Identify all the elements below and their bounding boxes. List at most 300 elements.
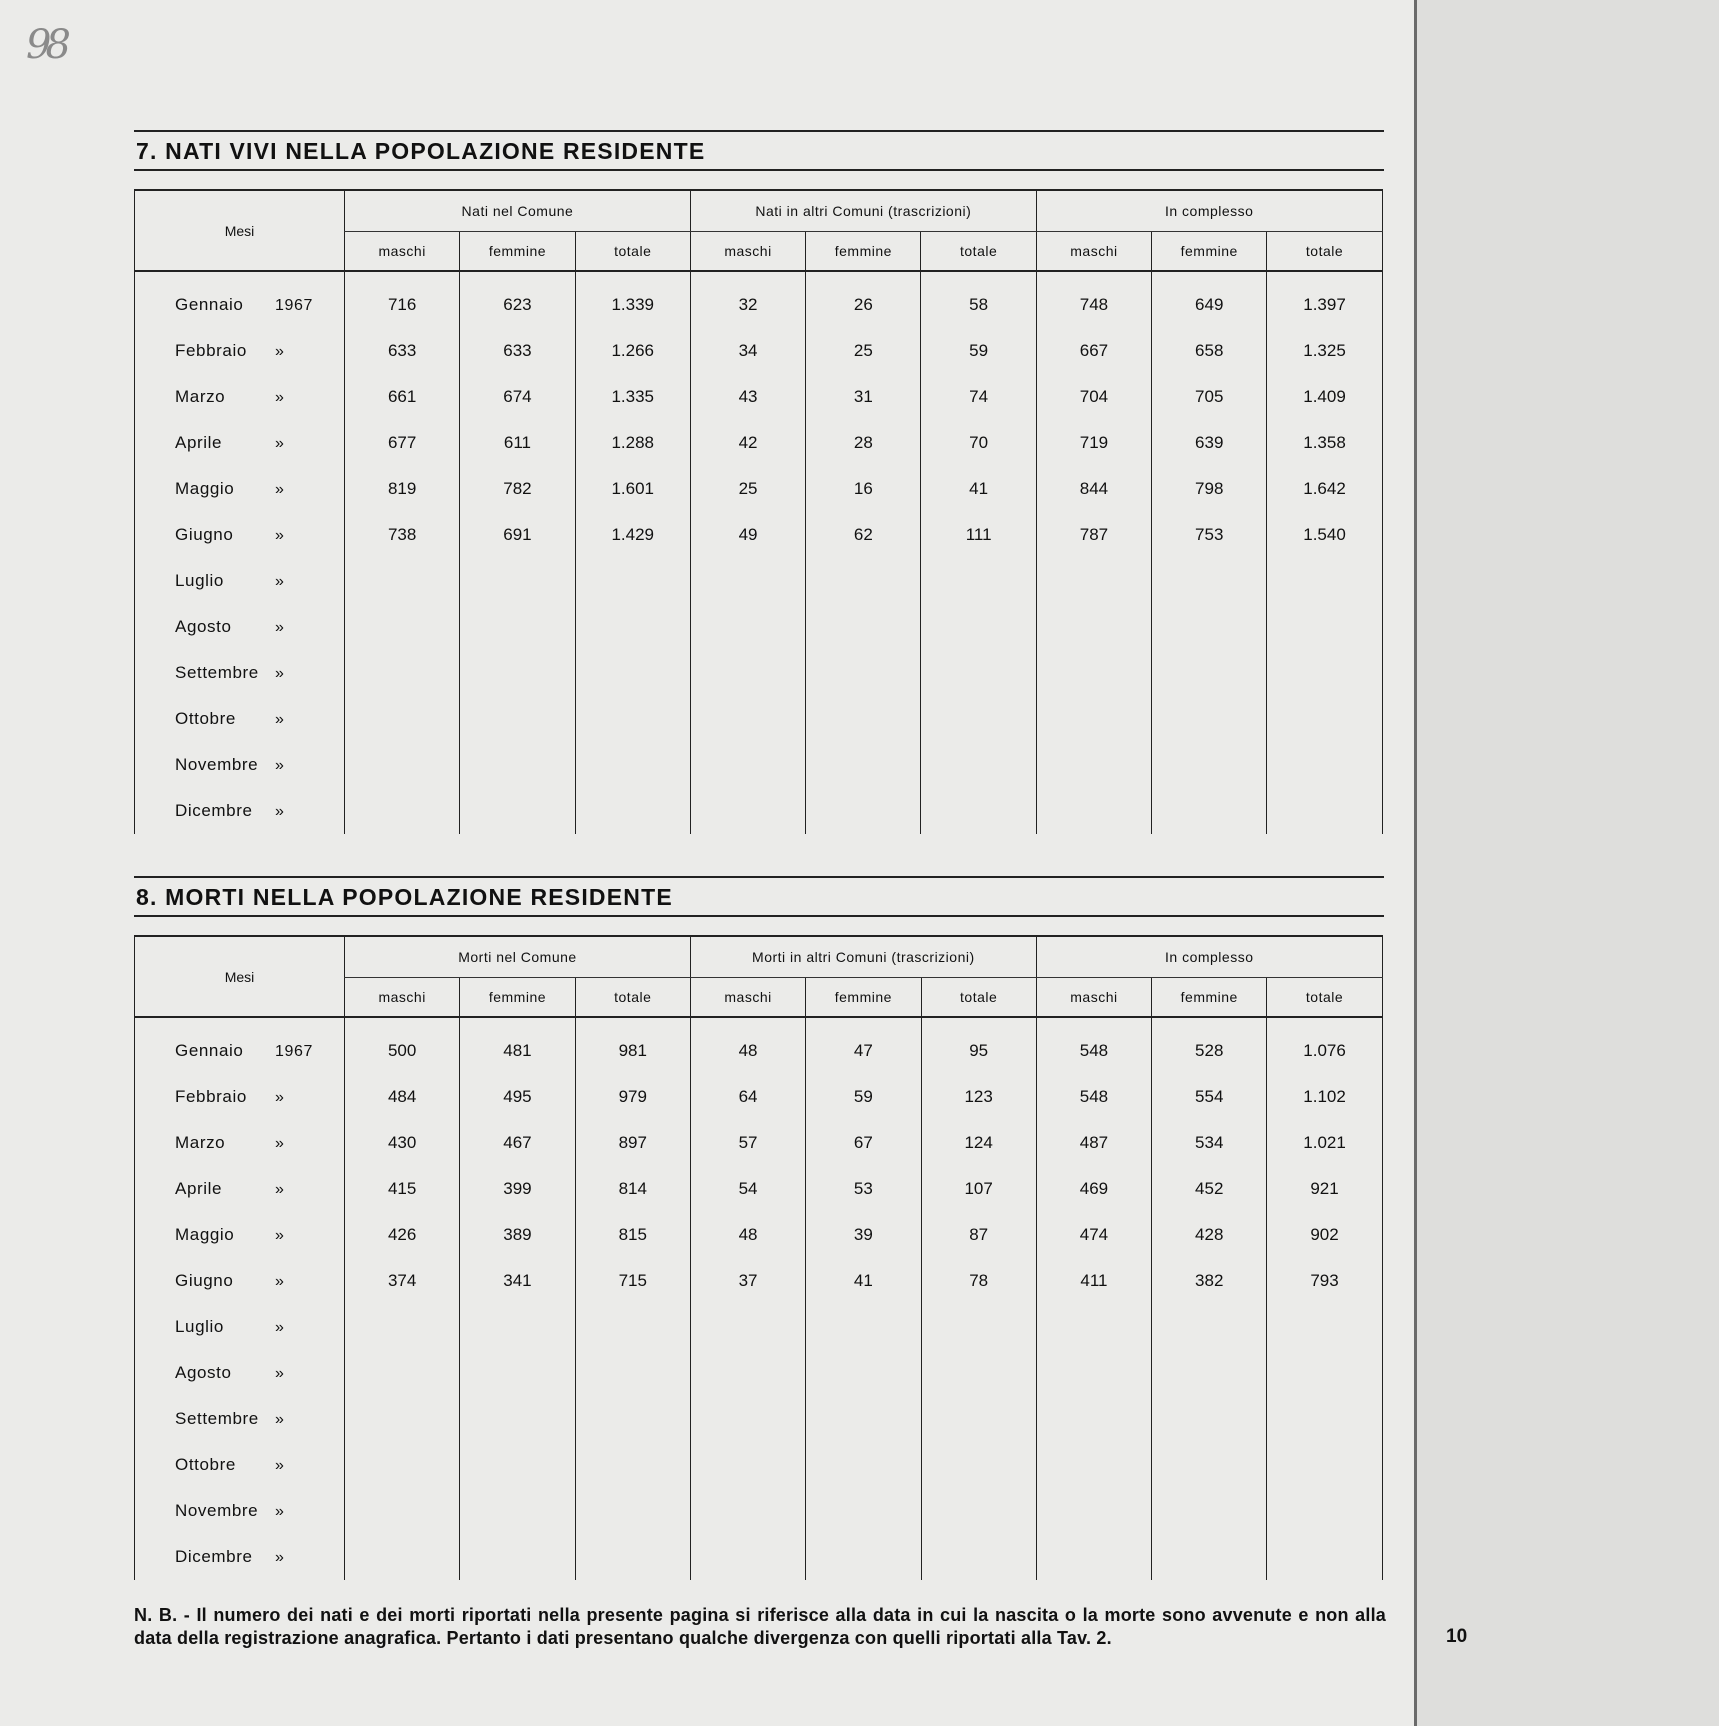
mesi-header: Mesi	[135, 190, 345, 271]
month-cell	[135, 1212, 345, 1258]
table-row	[135, 1166, 1383, 1212]
adjacent-page-strip	[1414, 0, 1719, 1726]
value-cell	[345, 1396, 460, 1442]
value-cell: 123	[921, 1074, 1036, 1120]
value-cell	[806, 1350, 921, 1396]
value-cell: 782	[460, 466, 575, 512]
table-row	[135, 1442, 1383, 1488]
month-name: Luglio	[175, 1317, 224, 1336]
value-cell	[460, 558, 575, 604]
month-name: Ottobre	[175, 709, 236, 728]
value-cell	[690, 1304, 805, 1350]
table-row	[135, 742, 1383, 788]
table-row	[135, 604, 1383, 650]
value-cell	[345, 1350, 460, 1396]
value-cell: 528	[1152, 1028, 1267, 1074]
value-cell	[690, 650, 805, 696]
value-cell: 495	[460, 1074, 575, 1120]
month-name: Febbraio	[175, 1087, 247, 1106]
value-cell	[345, 788, 460, 834]
value-cell: 1.397	[1267, 282, 1382, 328]
value-cell	[1267, 696, 1382, 742]
value-cell	[806, 558, 921, 604]
value-cell	[460, 788, 575, 834]
sub-header: femmine	[460, 978, 575, 1018]
value-cell: 667	[1036, 328, 1151, 374]
value-cell	[1036, 558, 1151, 604]
value-cell: 814	[575, 1166, 690, 1212]
value-cell	[806, 1488, 921, 1534]
table-row	[135, 1350, 1383, 1396]
table-row	[135, 558, 1383, 604]
value-cell: 658	[1152, 328, 1267, 374]
month-name: Dicembre	[175, 1547, 253, 1566]
value-cell: 53	[806, 1166, 921, 1212]
value-cell	[690, 558, 805, 604]
value-cell	[460, 1534, 575, 1580]
value-cell: 399	[460, 1166, 575, 1212]
sub-header: femmine	[460, 232, 575, 272]
value-cell	[575, 558, 690, 604]
value-cell	[1267, 1350, 1382, 1396]
table-row	[135, 788, 1383, 834]
month-name: Maggio	[175, 1225, 235, 1244]
births-table-body	[135, 271, 1383, 834]
month-cell	[135, 512, 345, 558]
table-row	[135, 374, 1383, 420]
value-cell	[575, 1350, 690, 1396]
value-cell: 389	[460, 1212, 575, 1258]
value-cell: 674	[460, 374, 575, 420]
value-cell: 981	[575, 1028, 690, 1074]
value-cell	[1267, 604, 1382, 650]
month-name: Novembre	[175, 1501, 259, 1520]
value-cell: 59	[806, 1074, 921, 1120]
value-cell: 979	[575, 1074, 690, 1120]
section-deaths	[134, 876, 1384, 1580]
value-cell: 1.601	[575, 466, 690, 512]
value-cell	[460, 1488, 575, 1534]
value-cell: 467	[460, 1120, 575, 1166]
month-year: »	[275, 389, 285, 406]
value-cell: 798	[1152, 466, 1267, 512]
value-cell: 32	[690, 282, 805, 328]
value-cell: 1.325	[1267, 328, 1382, 374]
month-name: Aprile	[175, 433, 223, 452]
value-cell: 57	[690, 1120, 805, 1166]
value-cell	[921, 1488, 1036, 1534]
value-cell	[1036, 788, 1151, 834]
value-cell: 430	[345, 1120, 460, 1166]
value-cell	[1267, 1442, 1382, 1488]
month-year: 1967	[275, 1043, 313, 1060]
value-cell	[1036, 1304, 1151, 1350]
sub-header: femmine	[806, 978, 921, 1018]
month-name: Giugno	[175, 1271, 234, 1290]
value-cell	[921, 650, 1036, 696]
value-cell	[690, 696, 805, 742]
value-cell: 753	[1152, 512, 1267, 558]
value-cell: 415	[345, 1166, 460, 1212]
value-cell: 469	[1036, 1166, 1151, 1212]
sub-header: maschi	[1036, 232, 1151, 272]
month-year: »	[275, 1411, 285, 1428]
value-cell	[921, 1442, 1036, 1488]
value-cell: 74	[921, 374, 1036, 420]
value-cell	[575, 788, 690, 834]
section-title: 7. NATI VIVI NELLA POPOLAZIONE RESIDENTE	[136, 138, 706, 164]
month-cell	[135, 374, 345, 420]
value-cell	[1152, 1304, 1267, 1350]
value-cell: 921	[1267, 1166, 1382, 1212]
month-cell	[135, 1028, 345, 1074]
value-cell: 1.358	[1267, 420, 1382, 466]
value-cell	[921, 788, 1036, 834]
value-cell: 844	[1036, 466, 1151, 512]
month-cell	[135, 1258, 345, 1304]
value-cell: 374	[345, 1258, 460, 1304]
sub-header: maschi	[345, 978, 460, 1018]
value-cell: 54	[690, 1166, 805, 1212]
value-cell: 382	[1152, 1258, 1267, 1304]
footnote	[134, 1604, 1386, 1650]
value-cell: 49	[690, 512, 805, 558]
value-cell	[690, 1442, 805, 1488]
value-cell: 64	[690, 1074, 805, 1120]
value-cell	[921, 604, 1036, 650]
value-cell	[1152, 1488, 1267, 1534]
value-cell	[345, 696, 460, 742]
value-cell	[345, 650, 460, 696]
value-cell: 43	[690, 374, 805, 420]
value-cell	[1152, 558, 1267, 604]
month-year: »	[275, 665, 285, 682]
month-cell	[135, 1396, 345, 1442]
value-cell: 787	[1036, 512, 1151, 558]
month-year: »	[275, 527, 285, 544]
month-year: »	[275, 1549, 285, 1566]
value-cell: 16	[806, 466, 921, 512]
value-cell: 428	[1152, 1212, 1267, 1258]
month-name: Maggio	[175, 479, 235, 498]
value-cell	[1267, 650, 1382, 696]
value-cell: 481	[460, 1028, 575, 1074]
month-name: Agosto	[175, 1363, 232, 1382]
value-cell: 87	[921, 1212, 1036, 1258]
group-header: Nati in altri Comuni (trascrizioni)	[690, 190, 1036, 232]
sub-header: totale	[575, 232, 690, 272]
value-cell	[345, 1304, 460, 1350]
value-cell	[345, 604, 460, 650]
month-cell	[135, 1120, 345, 1166]
value-cell: 25	[806, 328, 921, 374]
month-year: »	[275, 803, 285, 820]
value-cell	[1036, 650, 1151, 696]
month-name: Gennaio	[175, 295, 244, 314]
table-row	[135, 1534, 1383, 1580]
footnote-label: N. B.	[134, 1605, 178, 1625]
month-year: »	[275, 1319, 285, 1336]
value-cell: 677	[345, 420, 460, 466]
value-cell: 107	[921, 1166, 1036, 1212]
footnote-text: - Il numero dei nati e dei morti riportati nella presente pagina si riferisce alla data in cui la nascita o la morte sono avvenute e non alla data della registrazione anagrafica. Pertanto i dati presentano qualche divergenza con quelli riportati alla Tav. 2.	[134, 1605, 1386, 1648]
value-cell	[1267, 788, 1382, 834]
month-year: »	[275, 573, 285, 590]
value-cell	[460, 1304, 575, 1350]
value-cell	[460, 1442, 575, 1488]
value-cell: 62	[806, 512, 921, 558]
value-cell	[690, 1488, 805, 1534]
value-cell	[1267, 1304, 1382, 1350]
sub-header: totale	[921, 978, 1036, 1018]
value-cell: 67	[806, 1120, 921, 1166]
value-cell: 37	[690, 1258, 805, 1304]
value-cell: 28	[806, 420, 921, 466]
month-year: »	[275, 435, 285, 452]
value-cell: 1.642	[1267, 466, 1382, 512]
value-cell: 47	[806, 1028, 921, 1074]
value-cell: 902	[1267, 1212, 1382, 1258]
sub-header: maschi	[1036, 978, 1151, 1018]
value-cell	[690, 788, 805, 834]
value-cell: 1.102	[1267, 1074, 1382, 1120]
value-cell: 39	[806, 1212, 921, 1258]
value-cell	[575, 1534, 690, 1580]
value-cell: 897	[575, 1120, 690, 1166]
value-cell: 548	[1036, 1028, 1151, 1074]
deaths-table-body	[135, 1017, 1383, 1580]
value-cell: 500	[345, 1028, 460, 1074]
value-cell	[806, 1396, 921, 1442]
value-cell	[1036, 1534, 1151, 1580]
month-year: »	[275, 1365, 285, 1382]
value-cell: 26	[806, 282, 921, 328]
value-cell	[921, 1396, 1036, 1442]
value-cell: 719	[1036, 420, 1151, 466]
sub-header: femmine	[1152, 232, 1267, 272]
month-cell	[135, 1166, 345, 1212]
month-year: »	[275, 343, 285, 360]
month-year: 1967	[275, 297, 313, 314]
value-cell: 25	[690, 466, 805, 512]
value-cell	[575, 1442, 690, 1488]
month-year: »	[275, 1181, 285, 1198]
value-cell: 34	[690, 328, 805, 374]
value-cell: 1.288	[575, 420, 690, 466]
value-cell	[460, 742, 575, 788]
month-name: Marzo	[175, 387, 226, 406]
pencil-page-note: 98	[26, 22, 65, 68]
sub-header: maschi	[690, 232, 805, 272]
value-cell	[806, 742, 921, 788]
value-cell: 611	[460, 420, 575, 466]
value-cell: 1.409	[1267, 374, 1382, 420]
value-cell	[1152, 650, 1267, 696]
value-cell: 1.540	[1267, 512, 1382, 558]
table-row	[135, 650, 1383, 696]
month-cell	[135, 1534, 345, 1580]
value-cell: 58	[921, 282, 1036, 328]
month-year: »	[275, 1503, 285, 1520]
table-row	[135, 1488, 1383, 1534]
value-cell: 1.076	[1267, 1028, 1382, 1074]
value-cell: 691	[460, 512, 575, 558]
section-title-bar	[134, 876, 1384, 917]
section-births	[134, 130, 1384, 834]
value-cell	[345, 1442, 460, 1488]
value-cell: 661	[345, 374, 460, 420]
month-year: »	[275, 619, 285, 636]
value-cell: 815	[575, 1212, 690, 1258]
value-cell: 48	[690, 1212, 805, 1258]
value-cell	[921, 742, 1036, 788]
page-fold-line	[1414, 0, 1417, 1726]
value-cell	[575, 1488, 690, 1534]
value-cell	[575, 1304, 690, 1350]
sub-header: femmine	[1152, 978, 1267, 1018]
value-cell: 41	[806, 1258, 921, 1304]
mesi-header: Mesi	[135, 936, 345, 1017]
value-cell	[806, 1304, 921, 1350]
value-cell	[460, 604, 575, 650]
month-cell	[135, 650, 345, 696]
month-year: »	[275, 481, 285, 498]
month-cell	[135, 1488, 345, 1534]
value-cell: 639	[1152, 420, 1267, 466]
group-header: In complesso	[1036, 190, 1382, 232]
value-cell	[806, 650, 921, 696]
month-name: Gennaio	[175, 1041, 244, 1060]
value-cell	[575, 742, 690, 788]
value-cell	[690, 742, 805, 788]
value-cell: 554	[1152, 1074, 1267, 1120]
value-cell	[345, 558, 460, 604]
month-cell	[135, 1442, 345, 1488]
value-cell: 819	[345, 466, 460, 512]
value-cell	[1036, 696, 1151, 742]
value-cell	[345, 1534, 460, 1580]
value-cell: 748	[1036, 282, 1151, 328]
value-cell	[690, 1350, 805, 1396]
value-cell	[1036, 1350, 1151, 1396]
month-name: Marzo	[175, 1133, 226, 1152]
table-row	[135, 1074, 1383, 1120]
value-cell: 534	[1152, 1120, 1267, 1166]
table-row	[135, 282, 1383, 328]
value-cell	[1152, 604, 1267, 650]
value-cell	[1267, 742, 1382, 788]
value-cell	[806, 1534, 921, 1580]
table-row	[135, 696, 1383, 742]
value-cell: 95	[921, 1028, 1036, 1074]
value-cell	[921, 558, 1036, 604]
value-cell: 1.021	[1267, 1120, 1382, 1166]
value-cell: 124	[921, 1120, 1036, 1166]
value-cell: 704	[1036, 374, 1151, 420]
value-cell: 1.266	[575, 328, 690, 374]
group-header: Nati nel Comune	[345, 190, 691, 232]
sub-header: totale	[921, 232, 1036, 272]
value-cell	[1267, 1534, 1382, 1580]
deaths-table	[134, 935, 1383, 1580]
section-title-bar	[134, 130, 1384, 171]
value-cell: 715	[575, 1258, 690, 1304]
value-cell	[806, 788, 921, 834]
page-number: 10	[1446, 1626, 1468, 1647]
group-header: Morti in altri Comuni (trascrizioni)	[690, 936, 1036, 978]
table-row	[135, 1120, 1383, 1166]
month-cell	[135, 604, 345, 650]
month-year: »	[275, 757, 285, 774]
value-cell: 111	[921, 512, 1036, 558]
month-cell	[135, 788, 345, 834]
value-cell	[921, 696, 1036, 742]
month-cell	[135, 1074, 345, 1120]
month-year: »	[275, 1089, 285, 1106]
value-cell	[575, 650, 690, 696]
value-cell: 649	[1152, 282, 1267, 328]
value-cell	[1036, 604, 1151, 650]
value-cell	[1036, 1488, 1151, 1534]
value-cell	[806, 604, 921, 650]
table-row	[135, 328, 1383, 374]
value-cell: 1.335	[575, 374, 690, 420]
value-cell	[921, 1304, 1036, 1350]
value-cell	[690, 1534, 805, 1580]
value-cell: 474	[1036, 1212, 1151, 1258]
value-cell	[921, 1350, 1036, 1396]
value-cell: 59	[921, 328, 1036, 374]
value-cell	[1152, 788, 1267, 834]
value-cell	[1152, 1396, 1267, 1442]
table-row	[135, 1258, 1383, 1304]
month-cell	[135, 696, 345, 742]
month-cell	[135, 742, 345, 788]
value-cell: 1.339	[575, 282, 690, 328]
value-cell: 793	[1267, 1258, 1382, 1304]
month-cell	[135, 466, 345, 512]
table-row	[135, 1304, 1383, 1350]
value-cell	[460, 1350, 575, 1396]
month-cell	[135, 1304, 345, 1350]
sub-header: maschi	[345, 232, 460, 272]
sub-header: maschi	[690, 978, 805, 1018]
value-cell	[1152, 696, 1267, 742]
sub-header: femmine	[806, 232, 921, 272]
table-row	[135, 420, 1383, 466]
value-cell: 70	[921, 420, 1036, 466]
table-row	[135, 1212, 1383, 1258]
value-cell: 623	[460, 282, 575, 328]
month-name: Giugno	[175, 525, 234, 544]
month-year: »	[275, 1457, 285, 1474]
value-cell	[1152, 1534, 1267, 1580]
value-cell: 42	[690, 420, 805, 466]
group-header: In complesso	[1036, 936, 1382, 978]
month-name: Settembre	[175, 1409, 259, 1428]
month-name: Ottobre	[175, 1455, 236, 1474]
value-cell: 31	[806, 374, 921, 420]
value-cell: 426	[345, 1212, 460, 1258]
value-cell	[1036, 742, 1151, 788]
value-cell: 341	[460, 1258, 575, 1304]
value-cell	[690, 1396, 805, 1442]
table-row	[135, 1396, 1383, 1442]
month-year: »	[275, 1227, 285, 1244]
value-cell	[1036, 1442, 1151, 1488]
value-cell	[460, 650, 575, 696]
sub-header: totale	[1267, 232, 1382, 272]
